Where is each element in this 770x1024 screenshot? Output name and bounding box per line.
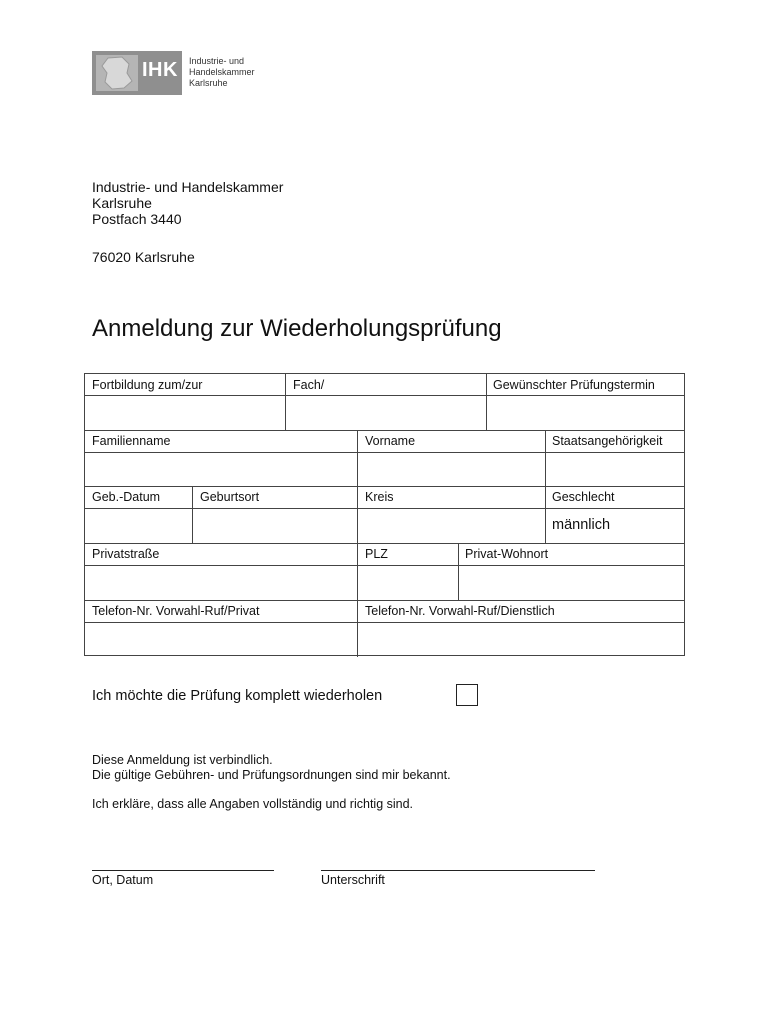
- label-geschlecht: Geschlecht: [552, 490, 615, 504]
- field-geburtsort[interactable]: [193, 509, 357, 543]
- declaration-line-2: Die gültige Gebühren- und Prüfungsordnungen sind mir bekannt.: [92, 768, 451, 782]
- registration-form: [84, 373, 685, 656]
- address-line-4: 76020 Karlsruhe: [92, 249, 195, 265]
- field-telefon-dienstlich[interactable]: [358, 623, 684, 655]
- field-plz[interactable]: [358, 566, 458, 600]
- address-line-1: Industrie- und Handelskammer: [92, 179, 284, 195]
- field-privatstrasse[interactable]: [85, 566, 357, 600]
- label-kreis: Kreis: [365, 490, 394, 504]
- place-date-line[interactable]: [92, 870, 274, 871]
- place-date-label: Ort, Datum: [92, 873, 154, 887]
- label-privatstrasse: Privatstraße: [92, 547, 160, 561]
- repeat-all-label: Ich möchte die Prüfung komplett wiederholen: [92, 688, 383, 704]
- logo-line-1: Industrie- und Handelskammer: [189, 56, 255, 77]
- field-vorname[interactable]: [358, 453, 545, 486]
- declaration-line-3: Ich erkläre, dass alle Angaben vollständig und richtig sind.: [92, 797, 414, 811]
- field-privat-wohnort[interactable]: [459, 566, 684, 600]
- recipient-address: [92, 179, 283, 265]
- label-familienname: Familienname: [92, 434, 171, 448]
- label-telefon-privat: Telefon-Nr. Vorwahl-Ruf/Privat: [92, 604, 260, 618]
- field-kreis[interactable]: [358, 509, 545, 543]
- logo-text: [189, 56, 302, 89]
- field-fach[interactable]: [286, 396, 486, 430]
- field-geschlecht[interactable]: männlich: [552, 517, 611, 533]
- label-vorname: Vorname: [365, 434, 416, 448]
- field-telefon-privat[interactable]: [85, 623, 357, 655]
- label-telefon-dienstlich: Telefon-Nr. Vorwahl-Ruf/Dienstlich: [365, 604, 555, 618]
- address-line-2: Karlsruhe: [92, 195, 152, 211]
- label-pruefungstermin: Gewünschter Prüfungstermin: [493, 378, 655, 392]
- field-geb-datum[interactable]: [85, 509, 192, 543]
- form-title: Anmeldung zur Wiederholungsprüfung: [92, 315, 502, 342]
- label-geb-datum: Geb.-Datum: [92, 490, 161, 504]
- label-fortbildung: Fortbildung zum/zur: [92, 378, 203, 392]
- label-fach: Fach/: [293, 378, 325, 392]
- label-geburtsort: Geburtsort: [200, 490, 260, 504]
- field-fortbildung[interactable]: [85, 396, 285, 430]
- logo-mark: IHK: [142, 59, 178, 81]
- logo-emblem: [92, 51, 182, 95]
- label-privat-wohnort: Privat-Wohnort: [465, 547, 549, 561]
- declaration-line-1: Diese Anmeldung ist verbindlich.: [92, 753, 273, 767]
- signature-line[interactable]: [321, 870, 595, 871]
- map-icon: [96, 55, 138, 91]
- label-staatsangehoerigkeit: Staatsangehörigkeit: [552, 434, 663, 448]
- ihk-logo: [92, 51, 302, 95]
- signature-label: Unterschrift: [321, 873, 385, 887]
- field-staatsangehoerigkeit[interactable]: [546, 453, 684, 486]
- logo-line-2: Karlsruhe: [189, 78, 228, 88]
- repeat-all-checkbox[interactable]: [456, 684, 478, 706]
- field-familienname[interactable]: [85, 453, 357, 486]
- field-pruefungstermin[interactable]: [487, 396, 684, 430]
- label-plz: PLZ: [365, 547, 388, 561]
- address-line-3: Postfach 3440: [92, 211, 182, 227]
